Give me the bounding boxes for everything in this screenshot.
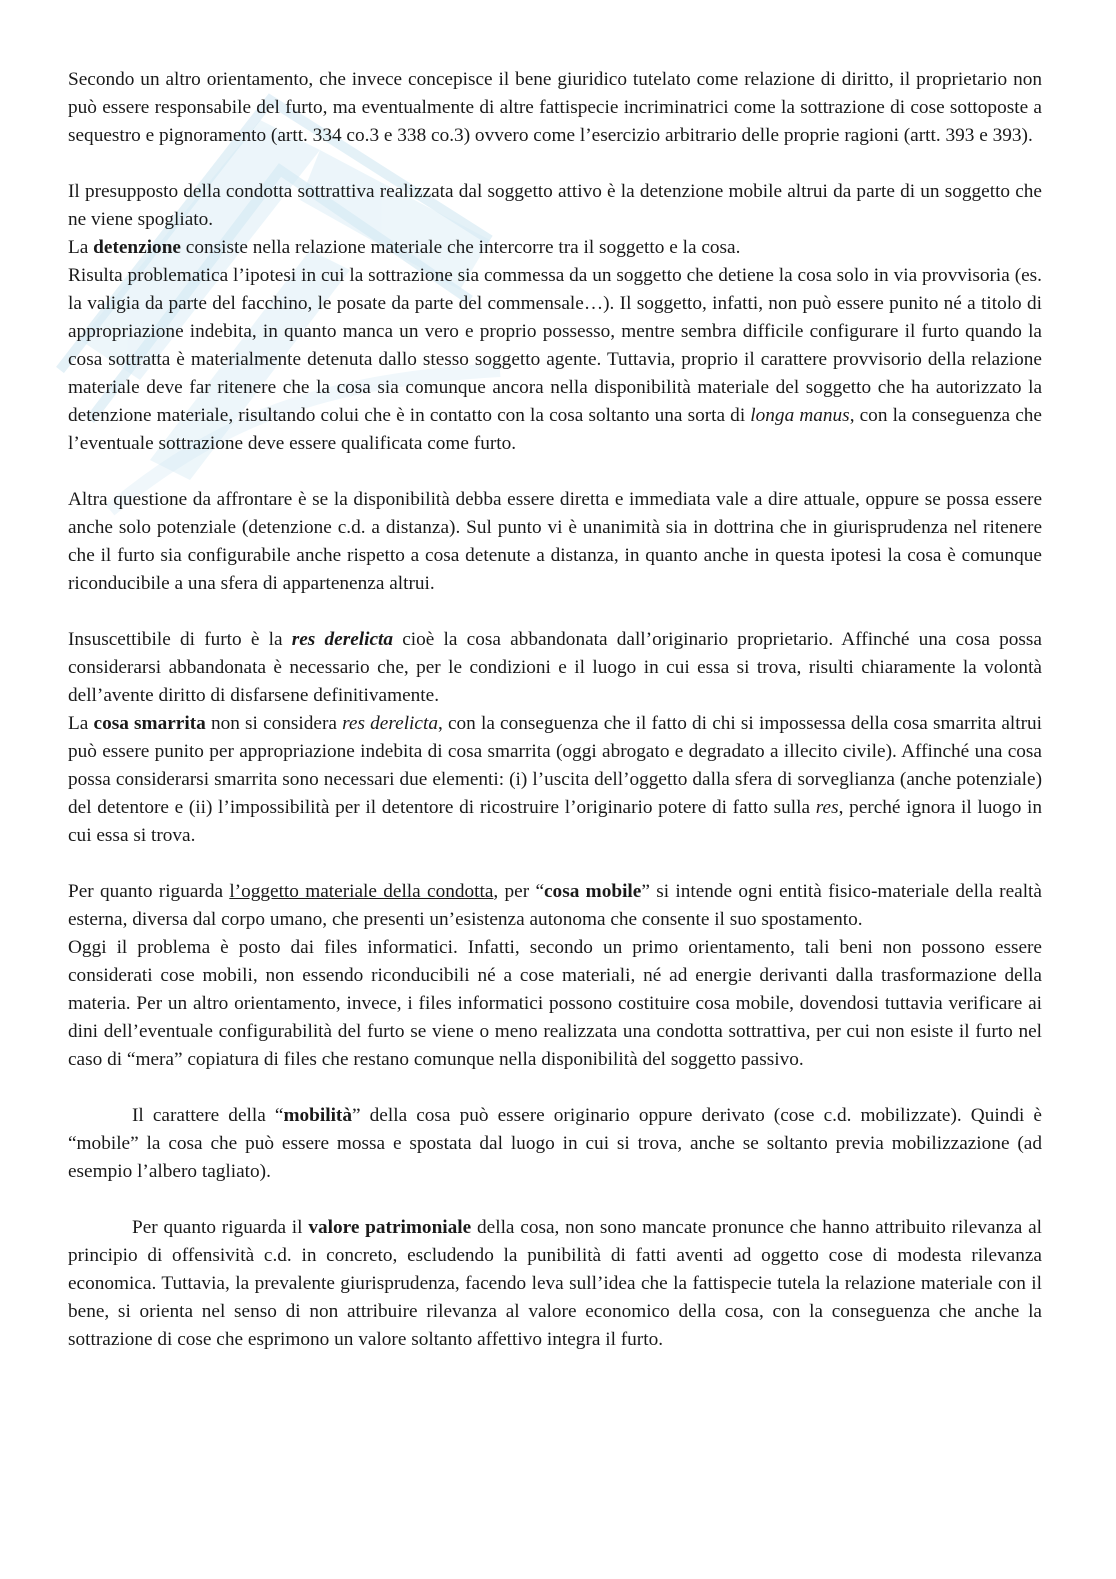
paragraph	[68, 1102, 1042, 1186]
paragraph	[68, 1214, 1042, 1354]
paragraph	[68, 262, 1042, 458]
paragraph	[68, 626, 1042, 710]
emphasis-text: detenzione	[93, 237, 181, 258]
text-run: Il carattere della “	[132, 1105, 284, 1126]
text-run: La	[68, 713, 94, 734]
emphasis-text: res derelicta	[342, 713, 438, 734]
document-body	[68, 66, 1042, 1354]
text-run: Il presupposto della condotta sottrattiva realizzata dal soggetto attivo è la detenzione mobile altrui da parte di un soggetto che ne viene spogliato.	[68, 181, 1042, 230]
text-run: , per “	[493, 881, 544, 902]
text-run: ” si intende ogni entità fisico-materiale della realtà esterna, diversa dal corpo umano, che presenti un’esistenza autonoma che consente il suo spostamento.	[68, 881, 1042, 930]
text-run: , perché ignora il luogo in cui essa si trova.	[68, 797, 1042, 846]
emphasis-text: mobilità	[283, 1105, 352, 1126]
emphasis-text: valore patrimoniale	[308, 1217, 472, 1238]
text-run: Secondo un altro orientamento, che invece concepisce il bene giuridico tutelato come relazione di diritto, il proprietario non può essere responsabile del furto, ma eventualmente di altre fattispecie incriminatrici come la sottrazione di cose sottoposte a sequestro e pignoramento (artt. 334 co.3 e 338 co.3) ovvero come l’esercizio arbitrario delle proprie ragioni (artt. 393 e 393).	[68, 69, 1042, 146]
emphasis-text: longa manus	[750, 405, 850, 426]
text-run: Insuscettibile di furto è la	[68, 629, 292, 650]
text-run: , con la conseguenza che l’eventuale sottrazione deve essere qualificata come furto.	[68, 405, 1042, 454]
text-run: ” della cosa può essere originario oppure derivato (cose c.d. mobilizzate). Quindi è “mobile” la cosa che può essere mossa e spostata dal luogo in cui si trova, anche se soltanto previa mobilizzazione (ad esempio l’albero tagliato).	[68, 1105, 1042, 1182]
emphasis-text: res derelicta	[291, 629, 394, 650]
emphasis-text: l’oggetto materiale della condotta	[229, 881, 494, 902]
text-run: non si considera	[205, 713, 343, 734]
paragraph	[68, 486, 1042, 598]
text-run: della cosa, non sono mancate pronunce che hanno attribuito rilevanza al principio di offensività c.d. in concreto, escludendo la punibilità di fatti aventi ad oggetto cose di modesta rilevanza economica. Tuttavia, la prevalente giurisprudenza, facendo leva sull’idea che la fattispecie tutela la relazione materiale con il bene, si orienta nel senso di non attribuire rilevanza al valore economico della cosa, con la conseguenza che anche la sottrazione di cose che esprimono un valore soltanto affettivo integra il furto.	[68, 1217, 1042, 1350]
text-run: Altra questione da affrontare è se la disponibilità debba essere diretta e immediata vale a dire attuale, oppure se possa essere anche solo potenziale (detenzione c.d. a distanza). Sul punto vi è unanimità sia in dottrina che in giurisprudenza nel ritenere che il furto sia configurabile anche rispetto a cosa detenute a distanza, in quanto anche in questa ipotesi la cosa è comunque riconducibile a una sfera di appartenenza altrui.	[68, 489, 1042, 594]
emphasis-text: cosa smarrita	[93, 713, 206, 734]
text-run: consiste nella relazione materiale che intercorre tra il soggetto e la cosa.	[180, 237, 741, 258]
paragraph	[68, 878, 1042, 934]
emphasis-text: cosa mobile	[544, 881, 642, 902]
paragraph	[68, 178, 1042, 234]
paragraph	[68, 934, 1042, 1074]
paragraph	[68, 234, 1042, 262]
text-run: La	[68, 237, 94, 258]
text-run: Risulta problematica l’ipotesi in cui la sottrazione sia commessa da un soggetto che detiene la cosa solo in via provvisoria (es. la valigia da parte del facchino, le posate da parte del commensale…). Il soggetto, infatti, non può essere punito né a titolo di appropriazione indebita, in quanto manca un vero e proprio possesso, mentre sembra difficile configurare il furto quando la cosa sottratta è materialmente detenuta dallo stesso soggetto agente. Tuttavia, proprio il carattere provvisorio della relazione materiale deve far ritenere che la cosa sia comunque ancora nella disponibilità materiale del soggetto che ha autorizzato la detenzione materiale, risultando colui che è in contatto con la cosa soltanto una sorta di	[68, 265, 1042, 426]
paragraph	[68, 710, 1042, 850]
emphasis-text: res	[815, 797, 839, 818]
text-run: Oggi il problema è posto dai files informatici. Infatti, secondo un primo orientamento, tali beni non possono essere considerati cose mobili, non essendo riconducibili né a cose materiali, né ad energie derivanti dalla trasformazione della materia. Per un altro orientamento, invece, i files informatici possono costituire cosa mobile, dovendosi tuttavia verificare ai dini dell’eventuale configurabilità del furto se viene o meno realizzata una condotta sottrattiva, per cui non esiste il furto nel caso di “mera” copiatura di files che restano comunque nella disponibilità del soggetto passivo.	[68, 937, 1042, 1070]
text-run: , con la conseguenza che il fatto di chi si impossessa della cosa smarrita altrui può essere punito per appropriazione indebita di cosa smarrita (oggi abrogato e degradato a illecito civile). Affinché una cosa possa considerarsi smarrita sono necessari due elementi: (i) l’uscita dell’oggetto dalla sfera di sorveglianza (anche potenziale) del detentore e (ii) l’impossibilità per il detentore di ricostruire l’originario potere di fatto sulla	[68, 713, 1043, 818]
text-run: Per quanto riguarda il	[132, 1217, 309, 1238]
text-run: Per quanto riguarda	[68, 881, 230, 902]
paragraph	[68, 66, 1042, 150]
text-run: cioè la cosa abbandonata dall’originario proprietario. Affinché una cosa possa considerarsi abbandonata è necessario che, per le condizioni e il luogo in cui essa si trova, risulti chiaramente la volontà dell’avente diritto di disfarsene definitivamente.	[68, 629, 1042, 706]
